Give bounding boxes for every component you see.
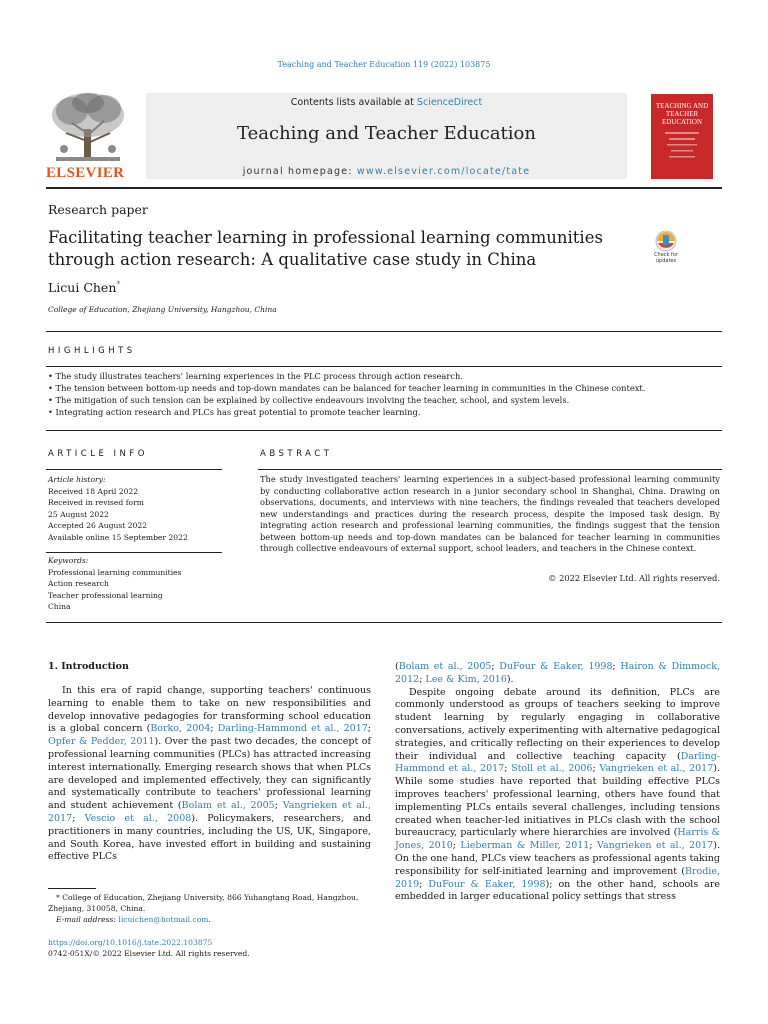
divider — [46, 366, 722, 367]
affiliation: College of Education, Zhejiang University, Hangzhou, China — [48, 305, 277, 314]
divider — [46, 430, 722, 431]
history-item: Received in revised form — [48, 498, 144, 508]
keyword-item: Action research — [48, 579, 109, 589]
divider — [46, 469, 222, 470]
journal-header — [46, 89, 722, 187]
highlight-item: • Integrating action research and PLCs has great potential to promote teacher learning. — [48, 407, 421, 417]
crossmark-button[interactable] — [648, 230, 684, 266]
highlight-item: • The tension between bottom-up needs and top-down mandates can be balanced for teacher learning in communities in the Chinese context. — [48, 383, 646, 393]
crossmark-label: Check for updates — [654, 252, 678, 264]
citation-link[interactable]: Bolam et al., 2005 — [181, 800, 275, 812]
history-item: Received 18 April 2022 — [48, 486, 139, 496]
email-link[interactable]: licuichen@hotmail.com — [118, 915, 209, 924]
author-footnote-mark[interactable]: * — [116, 280, 121, 289]
citation-link[interactable]: Vescio et al., 2008 — [84, 812, 192, 824]
citation-link[interactable]: Lee & Kim, 2016 — [425, 673, 507, 685]
citation-link[interactable]: Vangrieken et al., 2017 — [48, 800, 371, 824]
issn-line: 0742-051X/© 2022 Elsevier Ltd. All rights reserved. — [48, 949, 250, 958]
keywords-label: Keywords: — [48, 556, 89, 565]
header-rule — [46, 187, 722, 189]
keyword-item: Teacher professional learning — [48, 590, 163, 600]
citation-link[interactable]: Darling-Hammond et al., 2017 — [217, 723, 368, 735]
divider — [258, 469, 722, 470]
elsevier-logo[interactable] — [46, 89, 138, 183]
history-item: Accepted 26 August 2022 — [48, 521, 148, 531]
author-name: Licui Chen — [48, 280, 117, 296]
author — [48, 280, 120, 295]
abstract-copyright: © 2022 Elsevier Ltd. All rights reserved. — [548, 573, 720, 583]
tree-icon — [46, 89, 130, 165]
highlight-item: • The study illustrates teachers' learning experiences in the PLC process through action research. — [48, 371, 463, 381]
keywords — [48, 555, 223, 613]
citation-link[interactable]: Bolam et al., 2005 — [398, 661, 492, 672]
article-history — [48, 474, 223, 544]
citation-link[interactable]: Vangrieken et al., 2017 — [599, 763, 714, 775]
journal-reference[interactable]: Teaching and Teacher Education 119 (2022) 103875 — [277, 60, 491, 69]
keyword-item: Professional learning communities — [48, 567, 182, 577]
section-heading-introduction: 1. Introduction — [48, 661, 129, 672]
doi-block — [48, 937, 250, 959]
sciencedirect-link[interactable]: ScienceDirect — [416, 97, 483, 108]
journal-title: Teaching and Teacher Education — [237, 123, 536, 144]
citation-link[interactable]: Brodie, 2019 — [395, 865, 720, 890]
contents-line: Contents lists available at ScienceDirect — [290, 97, 483, 108]
citation-link[interactable]: DuFour & Eaker, 1998 — [428, 878, 546, 890]
article-info-heading: ARTICLE INFO — [48, 449, 148, 459]
paragraph: In this era of rapid change, supporting teachers' continuous learning to enable them to take on new responsibilities and develop innovative pedagogies for transforming school education is a global concern (Borko, 2004; Darling-Hammond et al., 2017; Opfer & Pedder, 2011). Over the past two decades, the concept of professional learning communities (PLCs) has attracted increasing interest internationally. Emerging research shows that when PLCs are developed and implemented effectively, they can significantly and systematically contribute to teachers' professional learning and student achievement (Bolam et al., 2005; Vangrieken et al., 2017; Vescio et al., 2008). Policymakers, researchers, and practitioners in many countries, including the US, UK, Singapore, and South Korea, have invested effort in building and sustaining effective PLCs — [48, 685, 372, 863]
footnote-rule — [48, 888, 96, 889]
homepage-link[interactable]: www.elsevier.com/locate/tate — [356, 166, 531, 177]
keyword-item: China — [48, 602, 71, 612]
divider — [46, 622, 722, 623]
journal-cover[interactable] — [651, 94, 713, 179]
citation-link[interactable]: Lieberman & Miller, 2011 — [460, 840, 590, 852]
citation-link[interactable]: Vangrieken et al., 2017 — [597, 840, 714, 852]
citation-link[interactable]: Harris & Jones, 2010 — [395, 827, 721, 852]
doi-link[interactable]: https://doi.org/10.1016/j.tate.2022.103875 — [48, 938, 213, 947]
abstract-heading: ABSTRACT — [260, 449, 333, 459]
cover-title: TEACHING AND TEACHER EDUCATION — [655, 102, 709, 126]
highlight-item: • The mitigation of such tension can be explained by collective endeavours involving the teacher, school, and system levels. — [48, 395, 570, 405]
citation-link[interactable]: Opfer & Pedder, 2011 — [48, 736, 155, 748]
footnote — [48, 892, 371, 925]
highlights-heading: HIGHLIGHTS — [48, 346, 136, 356]
abstract-text: The study investigated teachers' learning experiences in a subject-based professional learning community by conducting collaborative action research in a junior secondary school in Shanghai, China. Drawing on observations, documents, and interviews with nine teachers, the findings revealed that teachers developed new understandings and practices during the research process, despite the imposed task design. By integrating action research and professional learning communities, the findings suggest that the tension between bottom-up needs and top-down mandates can be balanced for teacher learning in communities through collective endeavours of external support, school leaders, and teachers in the Chinese context. — [260, 474, 720, 553]
crossmark-icon — [648, 230, 684, 252]
history-item: Available online 15 September 2022 — [48, 532, 188, 542]
highlights-list — [48, 370, 720, 418]
article-type: Research paper — [48, 202, 148, 217]
body-column-right — [395, 661, 720, 904]
citation-link[interactable]: Borko, 2004 — [150, 723, 211, 735]
citation-link[interactable]: Darling-Hammond et al., 2017 — [395, 750, 720, 775]
history-label: Article history: — [48, 475, 106, 484]
body-column-left — [48, 685, 371, 864]
homepage-line: journal homepage: www.elsevier.com/locate/tate — [242, 166, 531, 177]
footnote-email: E-mail address: licuichen@hotmail.com. — [56, 915, 211, 924]
citation-link[interactable]: Stoll et al., 2006 — [511, 763, 593, 775]
article-title: Facilitating teacher learning in professional learning communities through action research: A qualitative case study in China — [48, 228, 603, 269]
header-band — [146, 93, 627, 179]
paragraph: Despite ongoing debate around its definition, PLCs are commonly understood as groups of teachers seeking to improve student learning by regularly engaging in collaborative conversations, actively experimenting with alternative pedagogical strategies, and critically reflecting on their experiences to develop their individual and collective teaching capacity (Darling-Hammond et al., 2017; Stoll et al., 2006; Vangrieken et al., 2017). While some studies have reported that building effective PLCs improves teachers' professional learning, others have found that implementing PLCs entails several challenges, including tensions created when teacher-led initiatives in PLCs clash with the school bureaucracy, particularly where hierarchies are involved (Harris & Jones, 2010; Lieberman & Miller, 2011; Vangrieken et al., 2017). On the one hand, PLCs view teachers as professional agents taking responsibility for self-initiated learning and improvement (Brodie, 2019; DuFour & Eaker, 1998); on the other hand, schools are embedded in larger educational policy settings that stress — [395, 686, 721, 903]
citation-link[interactable]: DuFour & Eaker, 1998 — [499, 661, 613, 672]
elsevier-wordmark: ELSEVIER — [46, 165, 125, 181]
history-item: 25 August 2022 — [48, 509, 109, 519]
paragraph: (Bolam et al., 2005; DuFour & Eaker, 1998; Hairon & Dimmock, 2012; Lee & Kim, 2016). — [395, 661, 720, 685]
divider — [46, 552, 222, 553]
divider — [46, 331, 722, 332]
cover-lines-icon — [651, 94, 713, 179]
footnote-address: * College of Education, Zhejiang University, 866 Yuhangtang Road, Hangzhou, Zhejiang, 310058, China. — [48, 893, 359, 913]
citation-link[interactable]: Hairon & Dimmock, 2012 — [395, 661, 720, 685]
